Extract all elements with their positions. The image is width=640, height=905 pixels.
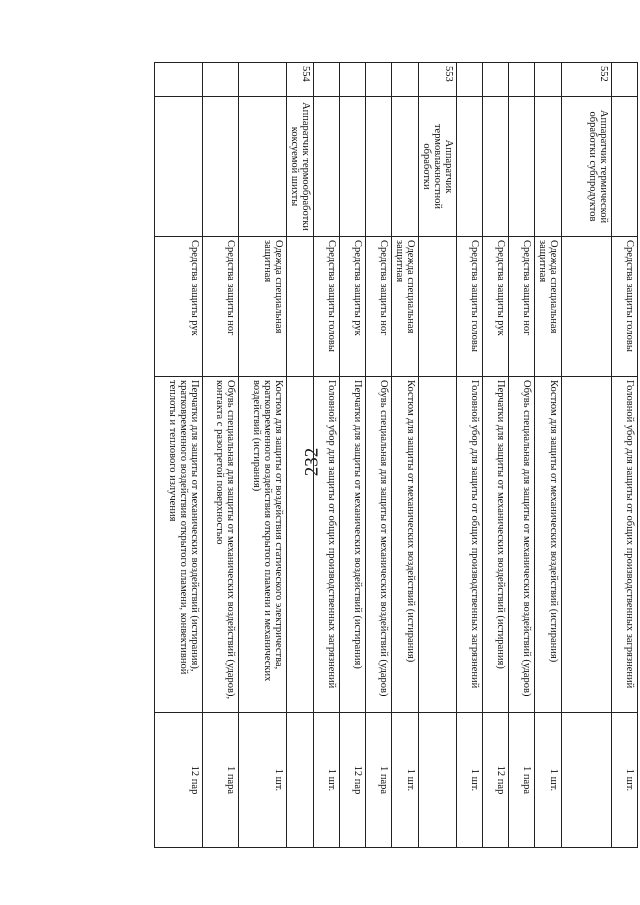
profession-cell [509,97,535,237]
quantity-cell: 1 шт. [612,713,638,848]
item-cell: Перчатки для защиты от механических воздействий (истирания) [483,377,509,713]
item-cell [287,377,314,713]
category-cell: Средства защиты головы [612,237,638,377]
table-row [612,63,638,848]
item-cell [419,377,457,713]
item-cell: Головной убор для защиты от общих производственных загрязнений [457,377,483,713]
profession-cell [366,97,392,237]
number-cell [340,63,366,97]
page-number-text: 232 [301,447,322,477]
quantity-cell: 1 пара [366,713,392,848]
section-row [419,63,457,848]
category-cell: Средства защиты ног [366,237,392,377]
profession-cell [483,97,509,237]
section-number: 553 [419,63,457,97]
category-cell: Одежда специальная защитная [392,237,419,377]
profession-cell [392,97,419,237]
section-row [562,63,612,848]
category-cell: Средства защиты ног [203,237,239,377]
item-cell: Обувь специальная для защиты от механических воздействий (ударов) [366,377,392,713]
item-cell: Перчатки для защиты от механических воздействий (истирания), кратковременного воздействия открытого пламени, конвективной теплоты и теплового излучения [155,377,203,713]
profession-cell [457,97,483,237]
table-row [203,63,239,848]
quantity-cell [287,713,314,848]
quantity-cell: 1 шт. [457,713,483,848]
table-row [457,63,483,848]
profession-name: Аппаратчик термовлажностной обработки [419,97,457,237]
quantity-cell: 1 шт. [239,713,287,848]
ppe-table-rotated [154,62,638,848]
item-cell: Костюм для защиты от механических воздействий (истирания) [392,377,419,713]
profession-cell [612,97,638,237]
category-cell [287,237,314,377]
number-cell [239,63,287,97]
section-number: 554 [287,63,314,97]
number-cell [612,63,638,97]
quantity-cell: 12 пар [483,713,509,848]
profession-cell [535,97,562,237]
item-cell: Обувь специальная для защиты от механических воздействий (ударов) [509,377,535,713]
table-row [340,63,366,848]
profession-cell [314,97,340,237]
number-cell [203,63,239,97]
number-cell [483,63,509,97]
category-cell [562,237,612,377]
number-cell [535,63,562,97]
profession-cell [340,97,366,237]
quantity-cell: 1 шт. [392,713,419,848]
category-cell: Одежда специальная защитная [239,237,287,377]
quantity-cell [419,713,457,848]
quantity-cell [562,713,612,848]
category-cell: Средства защиты головы [457,237,483,377]
table-row [509,63,535,848]
table-row [239,63,287,848]
profession-cell [155,97,203,237]
item-cell [562,377,612,713]
quantity-cell: 12 пар [340,713,366,848]
section-number: 552 [562,63,612,97]
category-cell: Средства защиты рук [155,237,203,377]
quantity-cell: 1 пара [203,713,239,848]
quantity-cell: 1 шт. [535,713,562,848]
number-cell [457,63,483,97]
profession-name: Аппаратчик термообработки коксуемой шихты [287,97,314,237]
category-cell: Одежда специальная защитная [535,237,562,377]
category-cell: Средства защиты рук [483,237,509,377]
item-cell: Головной убор для защиты от общих производственных загрязнений [314,377,340,713]
profession-cell [239,97,287,237]
quantity-cell: 12 пар [155,713,203,848]
item-cell: Обувь специальная для защиты от механических воздействий (ударов), контакта с разогретой поверхностью [203,377,239,713]
quantity-cell: 1 шт. [314,713,340,848]
item-cell: Головной убор для защиты от общих производственных загрязнений [612,377,638,713]
category-cell [419,237,457,377]
number-cell [155,63,203,97]
category-cell: Средства защиты головы [314,237,340,377]
table-row [155,63,203,848]
number-cell [509,63,535,97]
item-cell: Костюм для защиты от воздействия статического электричества, кратковременного воздействия открытого пламени и механических воздействий (истирания) [239,377,287,713]
quantity-cell: 1 пара [509,713,535,848]
item-cell: Костюм для защиты от механических воздействий (истирания) [535,377,562,713]
ppe-table [154,62,638,848]
profession-cell [203,97,239,237]
category-cell: Средства защиты ног [509,237,535,377]
table-row [366,63,392,848]
table-row [483,63,509,848]
category-cell: Средства защиты рук [340,237,366,377]
table-row [535,63,562,848]
profession-name: Аппаратчик термической обработки субпродуктов [562,97,612,237]
section-row [287,63,314,848]
number-cell [314,63,340,97]
table-row [392,63,419,848]
number-cell [392,63,419,97]
table-row [314,63,340,848]
item-cell: Перчатки для защиты от механических воздействий (истирания) [340,377,366,713]
number-cell [366,63,392,97]
